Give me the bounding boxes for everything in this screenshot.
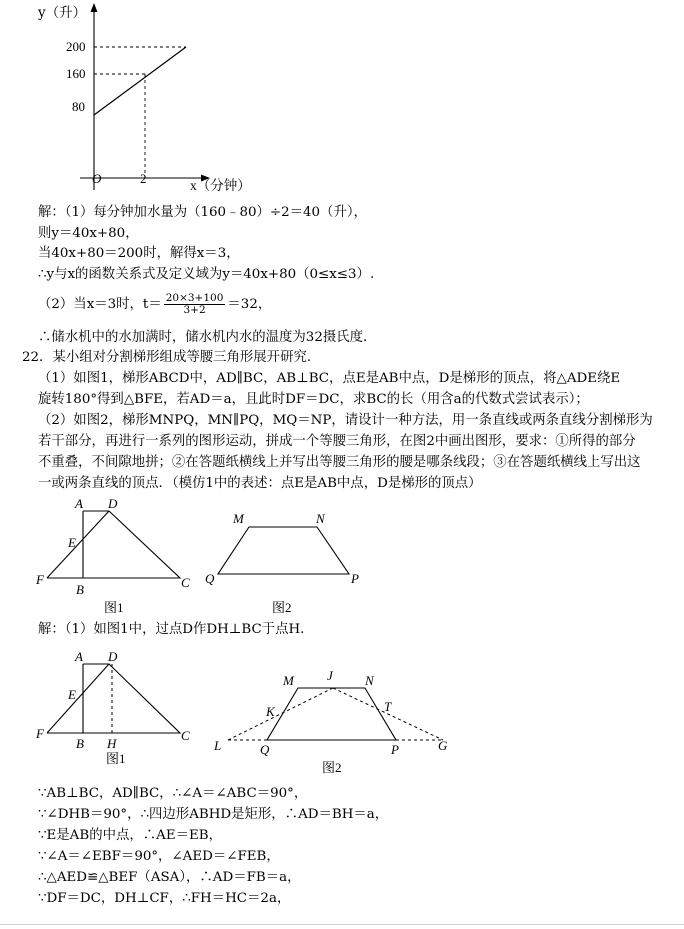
proof-line-3: ∵E是AB的中点，∴AE＝EB， <box>38 828 222 843</box>
solution2-intro: 解：（1）如图1中，过点D作DH⊥BC于点H． <box>38 622 314 637</box>
label-n: N <box>365 673 374 688</box>
origin-label: O <box>92 171 102 186</box>
label-d: D <box>108 649 118 664</box>
solution1-line5 <box>38 292 271 318</box>
proof-line-5: ∴△AED≌△BEF（ASA），∴AD＝FB＝a， <box>38 870 301 885</box>
label-c: C <box>181 575 190 590</box>
solution1-line1: 解：（1）每分钟加水量为（160﹣80）÷2＝40（升）， <box>38 205 367 220</box>
label-m: M <box>283 673 294 688</box>
problem22-p3: （2）如图2，梯形MNPQ，MN∥PQ，MQ＝NP，请设计一种方法，用一条直线或两条直线分割梯形为 <box>38 413 653 428</box>
label-j: J <box>327 668 333 683</box>
solution1-line6: ∴储水机中的水加满时，储水机内水的温度为32摄氏度． <box>38 330 377 345</box>
label-e: E <box>68 687 76 702</box>
solution-figure-2 <box>205 660 465 780</box>
fig1-caption: 图1 <box>104 600 124 615</box>
label-p: P <box>391 742 399 757</box>
problem22-p2: 旋转180°得到△BFE，若AD＝a，且此时DF＝DC，求BC的长（用含a的代数式尝试表示）； <box>38 392 589 407</box>
fraction-numerator: 20×3+100 <box>165 292 224 304</box>
problem22-p6: 一或两条直线的顶点．（模仿1中的表述：点E是AB中点，D是梯形的顶点） <box>38 476 482 491</box>
y-axis-label-text: y（升） <box>38 5 87 21</box>
problem-figure-2 <box>200 505 370 620</box>
x-tick-2: 2 <box>140 171 147 186</box>
label-a: A <box>75 649 83 664</box>
label-g: G <box>438 738 448 753</box>
proof-line-6: ∵DF＝DC，DH⊥CF，∴FH＝HC＝2a， <box>38 891 291 906</box>
solution-figure-1 <box>30 645 200 770</box>
solution1-line5-prefix: （2）当x＝3时，t＝ <box>38 297 162 312</box>
problem22-p5: 不重叠，不间隙地拼；②在答题纸横线上并写出等腰三角形的腰是哪条线段；③在答题纸横线上写出这 <box>38 455 641 470</box>
function-graph <box>60 0 280 200</box>
label-p: P <box>351 571 359 586</box>
label-m: M <box>233 511 244 526</box>
fig1-caption: 图1 <box>106 751 126 766</box>
solution1-line2: 则y＝40x+80， <box>38 226 139 241</box>
trapezoid-abcd <box>83 511 180 578</box>
proof-line-4: ∵∠A＝∠EBF＝90°，∠AED＝∠FEB， <box>38 849 280 864</box>
y-tick-80: 80 <box>72 99 85 114</box>
label-b: B <box>76 736 84 751</box>
fig2-caption: 图2 <box>322 760 342 775</box>
problem22-title: 22．某小组对分割梯形组成等腰三角形展开研究． <box>22 350 321 365</box>
segment-lj <box>228 688 333 740</box>
label-q: Q <box>205 571 215 586</box>
segment-jg <box>333 688 443 740</box>
label-h: H <box>107 736 117 751</box>
label-e: E <box>68 535 76 550</box>
label-a: A <box>75 496 83 511</box>
y-tick-200: 200 <box>66 39 86 54</box>
label-f: F <box>36 726 44 741</box>
fraction-denominator: 3+2 <box>183 304 206 316</box>
problem22-p4: 若干部分，再进行一系列的图形运动，拼成一个等腰三角形，在图2中画出图形，要求：①所得的部分 <box>38 434 636 449</box>
segment-fd <box>47 664 109 733</box>
y-tick-160: 160 <box>66 66 86 81</box>
solution1-line4: ∴y与x的函数关系式及定义域为y＝40x+80（0≤x≤3）. <box>38 267 375 282</box>
label-q: Q <box>260 742 270 757</box>
label-n: N <box>316 511 325 526</box>
proof-line-1: ∵AB⊥BC，AD∥BC，∴∠A＝∠ABC＝90°， <box>38 786 308 801</box>
label-f: F <box>36 572 44 587</box>
problem22-p1: （1）如图1，梯形ABCD中，AD∥BC，AB⊥BC，点E是AB中点，D是梯形的顶点，将△ADE绕E <box>38 371 621 386</box>
page-bottom-rule <box>0 924 684 925</box>
problem-figure-1 <box>30 495 210 620</box>
segment-fd <box>47 511 109 578</box>
trapezoid-mnpq <box>218 527 349 574</box>
label-d: D <box>108 496 118 511</box>
y-axis-arrow <box>91 3 98 12</box>
label-b: B <box>76 582 84 597</box>
label-l: L <box>214 738 222 753</box>
trapezoid-abcd <box>83 664 180 733</box>
fraction <box>164 293 226 316</box>
trapezoid-mnpq <box>267 688 396 740</box>
label-k: K <box>266 704 275 719</box>
solution1-line3: 当40x+80＝200时，解得x＝3， <box>38 246 240 261</box>
label-c: C <box>181 728 190 743</box>
solution1-line5-suffix: ＝32， <box>227 297 272 312</box>
proof-line-2: ∵∠DHB＝90°，∴四边形ABHD是矩形，∴AD＝BH＝a， <box>38 807 389 822</box>
label-t: T <box>384 699 392 714</box>
x-axis-label: x（分钟） <box>190 178 251 193</box>
function-line <box>94 47 186 115</box>
fig2-caption: 图2 <box>272 600 292 615</box>
